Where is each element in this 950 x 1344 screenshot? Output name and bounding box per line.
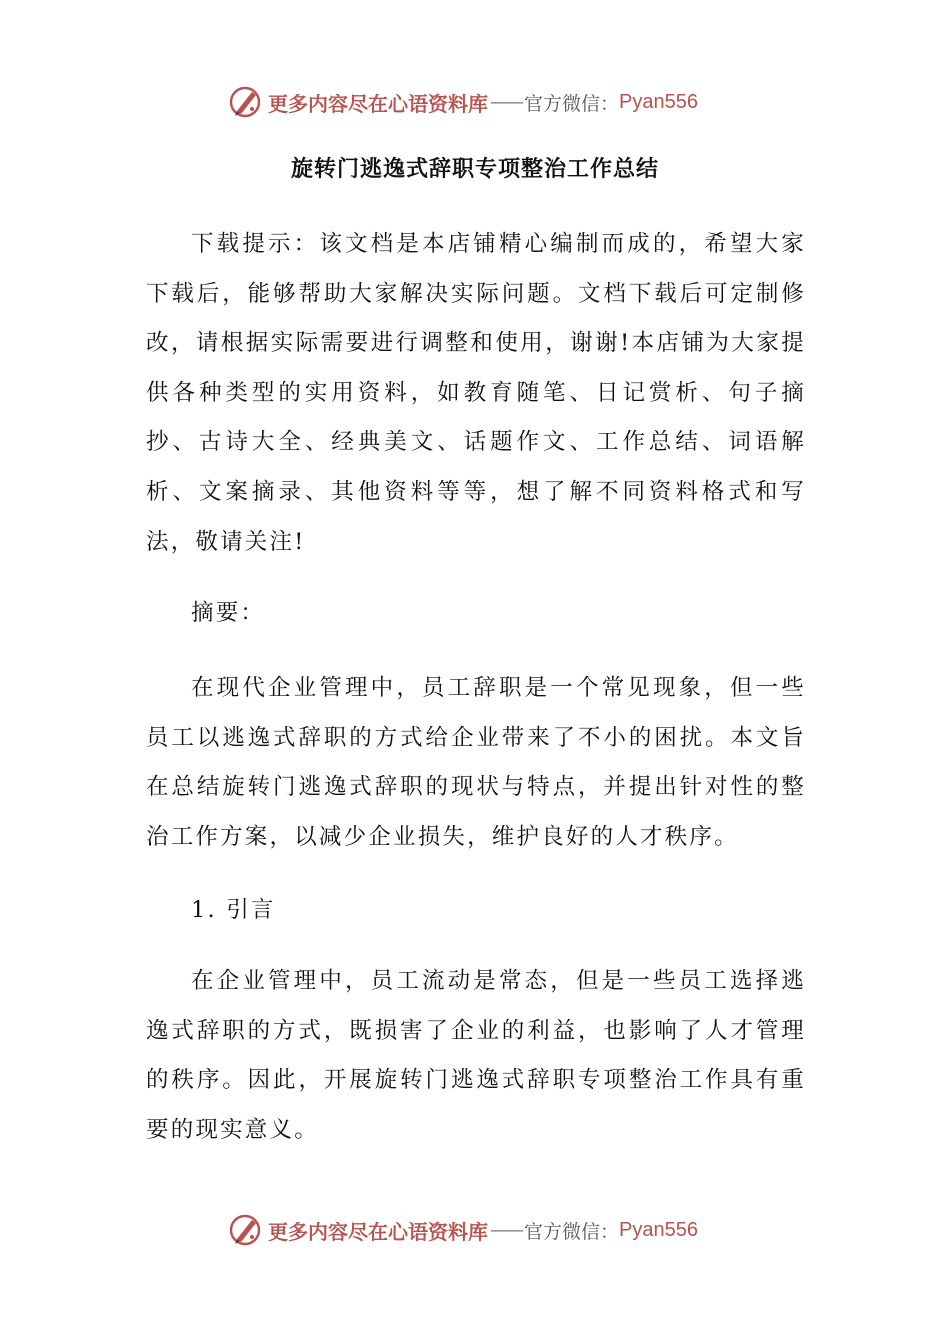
document-title: 旋转门逃逸式辞职专项整治工作总结 — [290, 156, 659, 182]
banner-wechat-id: Pyan556 — [619, 90, 698, 113]
banner-site-text: 更多内容尽在心语资料库 — [268, 91, 488, 116]
introduction-paragraph: 在企业管理中，员工流动是常态，但是一些员工选择逃逸式辞职的方式，既损害了企业的利益，也影响了人才管理的秩序。因此，开展旋转门逃逸式辞职专项整治工作具有重要的现实意义。 — [146, 968, 806, 1143]
pen-circle-logo-icon — [228, 1212, 264, 1248]
banner-dash: —— — [490, 1219, 522, 1241]
header-banner — [228, 82, 698, 122]
banner-wechat-id: Pyan556 — [619, 1218, 698, 1241]
section-heading-introduction: 1. 引言 — [191, 897, 276, 923]
abstract-label: 摘要： — [191, 600, 266, 626]
footer-banner — [228, 1210, 698, 1250]
banner-wechat-label: 官方微信： — [524, 92, 620, 115]
pen-circle-logo-icon — [228, 84, 264, 120]
banner-site-text: 更多内容尽在心语资料库 — [268, 1219, 488, 1244]
abstract-paragraph: 在现代企业管理中，员工辞职是一个常见现象，但一些员工以逃逸式辞职的方式给企业带来了不小的困扰。本文旨在总结旋转门逃逸式辞职的现状与特点，并提出针对性的整治工作方案，以减少企业损失，维护良好的人才秩序。 — [146, 675, 806, 850]
banner-dash: —— — [490, 91, 522, 113]
banner-wechat-label: 官方微信： — [524, 1220, 620, 1243]
download-tip-paragraph: 下载提示：该文档是本店铺精心编制而成的，希望大家下载后，能够帮助大家解决实际问题。文档下载后可定制修改，请根据实际需要进行调整和使用，谢谢!本店铺为大家提供各种类型的实用资料，如教育随笔、日记赏析、句子摘抄、古诗大全、经典美文、话题作文、工作总结、词语解析、文案摘录、其他资料等等，想了解不同资料格式和写法，敬请关注! — [146, 231, 806, 555]
